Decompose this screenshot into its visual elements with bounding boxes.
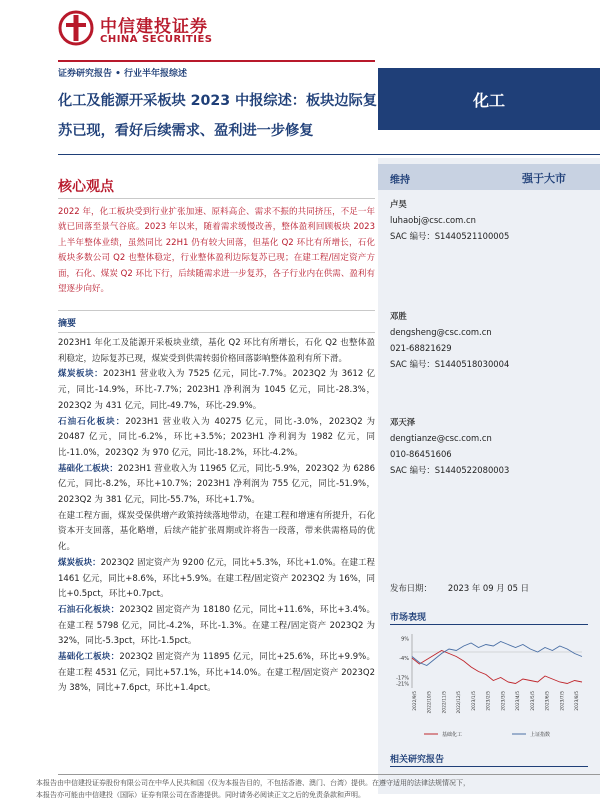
rating-bar	[378, 164, 600, 190]
publish-date-value: 2023 年 09 月 05 日	[447, 583, 529, 593]
chart-x-tick-label: 2023/5/5	[530, 691, 536, 711]
header-divider	[58, 60, 375, 62]
analyst-sac: SAC 编号：S1440522080003	[390, 465, 510, 475]
abstract-paragraph-basic-chem-assets: 基础化工板块：2023Q2 固定资产为 11895 亿元，同比+25.6%，环比+9.9%。在建工程 4531 亿元，同比+57.1%，环比+14.0%。在建工程/固定资产 2023Q2 为 38%，同比+7.6pct，环比+1.4pct。	[58, 652, 375, 694]
abstract-heading: 摘要	[58, 319, 77, 329]
core-divider	[58, 198, 375, 199]
abstract-divider-top	[58, 310, 375, 311]
disclaimer-line: 本报告由中信建投证券股份有限公司在中华人民共和国（仅为本报告目的，不包括香港、澳门、台湾）提供。在遵守适用的法律法规情况下，	[36, 779, 470, 787]
abstract-body	[58, 336, 375, 697]
chart-x-tick-label: 2023/6/5	[545, 691, 551, 711]
sidebar	[378, 158, 600, 794]
related-reports-heading: 相关研究报告	[390, 755, 445, 765]
footer-divider	[58, 774, 600, 775]
company-logo-icon	[58, 10, 94, 46]
industry-banner	[378, 68, 600, 130]
market-performance-chart	[386, 628, 592, 742]
abstract-paragraph-coal-assets: 煤炭板块：2023Q2 固定资产为 9200 亿元，同比+5.3%，环比+1.0%。在建工程 1461 亿元，同比+8.6%，环比+5.9%。在建工程/固定资产 2023Q2 为 16%，同比+0.5pct，环比+0.7pct。	[58, 557, 375, 600]
analyst-item	[390, 196, 590, 308]
analyst-name: 邓胜	[390, 311, 407, 321]
analyst-sac: SAC 编号：S1440521100005	[390, 231, 510, 241]
analyst-list	[390, 196, 590, 478]
rating-label: 维持	[390, 175, 410, 186]
chart-y-tick-label: -21%	[396, 681, 409, 688]
chart-x-tick-label: 2023/1/5	[471, 691, 477, 711]
analyst-item	[390, 308, 590, 414]
abstract-paragraph-capex: 在建工程方面，煤炭受保供增产政策持续落地带动，在建工程和增速有所提升，石化资本开支回落，基化略增，后续产能扩张周期或许将告一段落，带来供需格局的优化。	[58, 510, 375, 553]
title-divider	[58, 154, 600, 155]
chart-x-tick-label: 2023/7/5	[560, 691, 566, 711]
disclaimer-line: 本报告亦可能由中信建投（国际）证券有限公司在香港提供。同时请务必阅读正文之后的免责条款和声明。	[36, 791, 365, 799]
chart-legend-label: 基础化工	[442, 732, 463, 738]
market-performance-heading: 市场表现	[390, 613, 427, 623]
chart-x-tick-label: 2023/8/5	[575, 691, 580, 711]
disclaimer-footer	[36, 777, 600, 800]
chart-x-tick-label: 2022/11/5	[442, 691, 448, 714]
logo-text-en: CHINA SECURITIES	[100, 34, 213, 45]
analyst-email[interactable]: dengtianze@csc.com.cn	[390, 433, 492, 443]
report-type: 证券研究报告 • 行业半年报综述	[58, 69, 188, 79]
chart-x-tick-label: 2022/10/5	[427, 691, 433, 714]
analyst-sac: SAC 编号：S1440518030004	[390, 359, 510, 369]
logo-text-cn: 中信建投证券	[100, 17, 208, 37]
analyst-email[interactable]: dengsheng@csc.com.cn	[390, 327, 492, 337]
industry-label: 化工	[472, 91, 505, 110]
analyst-item	[390, 414, 590, 478]
publish-date	[390, 582, 529, 594]
core-heading: 核心观点	[58, 179, 114, 195]
chart-legend-label: 上证指数	[530, 732, 551, 738]
analyst-name: 卢昊	[390, 199, 407, 209]
related-divider	[390, 766, 588, 767]
chart-y-tick-label: -17%	[396, 675, 409, 682]
chart-x-tick-label: 2023/4/5	[516, 691, 522, 711]
chart-x-tick-label: 2023/3/5	[501, 691, 507, 711]
chart-x-tick-label: 2022/9/5	[413, 691, 418, 711]
chart-y-tick-label: 9%	[401, 636, 409, 643]
abstract-paragraph-petrochem: 石油石化板块：2023H1 营业收入为 40275 亿元，同比-3.0%，2023Q2 为 20487 亿元，同比-6.2%，环比+3.5%；2023H1 净利润为 1982 亿元，同比-11.0%，2023Q2 为 970 亿元，同比-18.2%，环比-4.2%。	[58, 416, 375, 458]
analyst-phone: 010-86451606	[390, 449, 452, 459]
abstract-paragraph-basic-chem: 基础化工板块：2023H1 营业收入为 11965 亿元，同比-5.9%，2023Q2 为 6286 亿元，同比-8.2%，环比+10.7%；2023H1 净利润为 755 亿元，同比-51.9%，2023Q2 为 381 亿元，同比-55.7%，环比+1.7%。	[58, 463, 375, 506]
abstract-paragraph: 2023H1 年化工及能源开采板块业绩，基化 Q2 环比有所增长，石化 Q2 也整体盈利稳定，边际复苏已现，煤炭受到供需转弱价格回落影响整体盈利有所下滑。	[58, 338, 375, 364]
abstract-divider-bottom	[58, 332, 375, 333]
rating-value: 强于大市	[522, 172, 566, 185]
chart-y-tick-label: -4%	[399, 656, 409, 662]
analyst-name: 邓天泽	[390, 417, 416, 427]
analyst-email[interactable]: luhaobj@csc.com.cn	[390, 215, 476, 225]
abstract-paragraph-coal: 煤炭板块：2023H1 营业收入为 7525 亿元，同比-7.7%。2023Q2 为 3612 亿元，同比-14.9%，环比-7.7%；2023H1 净利润为 1045 亿元，同比-28.3%，2023Q2 为 431 亿元，同比-49.7%，环比-29.9%。	[58, 369, 375, 411]
abstract-paragraph-petrochem-assets: 石油石化板块：2023Q2 固定资产为 18180 亿元，同比+11.6%，环比+3.4%。在建工程 5798 亿元，同比-4.2%，环比-1.3%。在建工程/固定资产 2023Q2 为 32%，同比-5.3pct，环比-1.5pct。	[58, 604, 375, 647]
chart-x-tick-label: 2023/2/5	[486, 691, 492, 711]
chart-x-tick-label: 2022/12/5	[457, 691, 463, 714]
market-divider	[390, 624, 588, 625]
analyst-phone: 021-68821629	[390, 343, 452, 353]
company-logo	[58, 8, 218, 52]
core-text: 2022 年，化工板块受到行业扩张加速、原料高企、需求不振的共同挤压，不足一年就已回落至景气谷底。2023 年以来，随着需求缓慢改善，整体盈利回顾板块 2023 上半年整体业绩，虽然同比 22H1 仍有较大回落，但基化 Q2 环比有所增长，石化板块多数公司 Q2 也整体稳定，行业整体盈利边际复苏已现；在建工程/固定资产方面，石化、煤炭 Q2 环比下行，后续随需求进一步复苏，各子行业内在供需、盈利有望逐步向好。	[58, 207, 375, 295]
chart-series-line-0	[412, 651, 582, 684]
publish-date-label: 发布日期：	[390, 583, 432, 593]
report-title: 化工及能源开采板块 2023 中报综述：板块边际复苏已现，看好后续需求、盈利进一步修复	[58, 93, 377, 139]
